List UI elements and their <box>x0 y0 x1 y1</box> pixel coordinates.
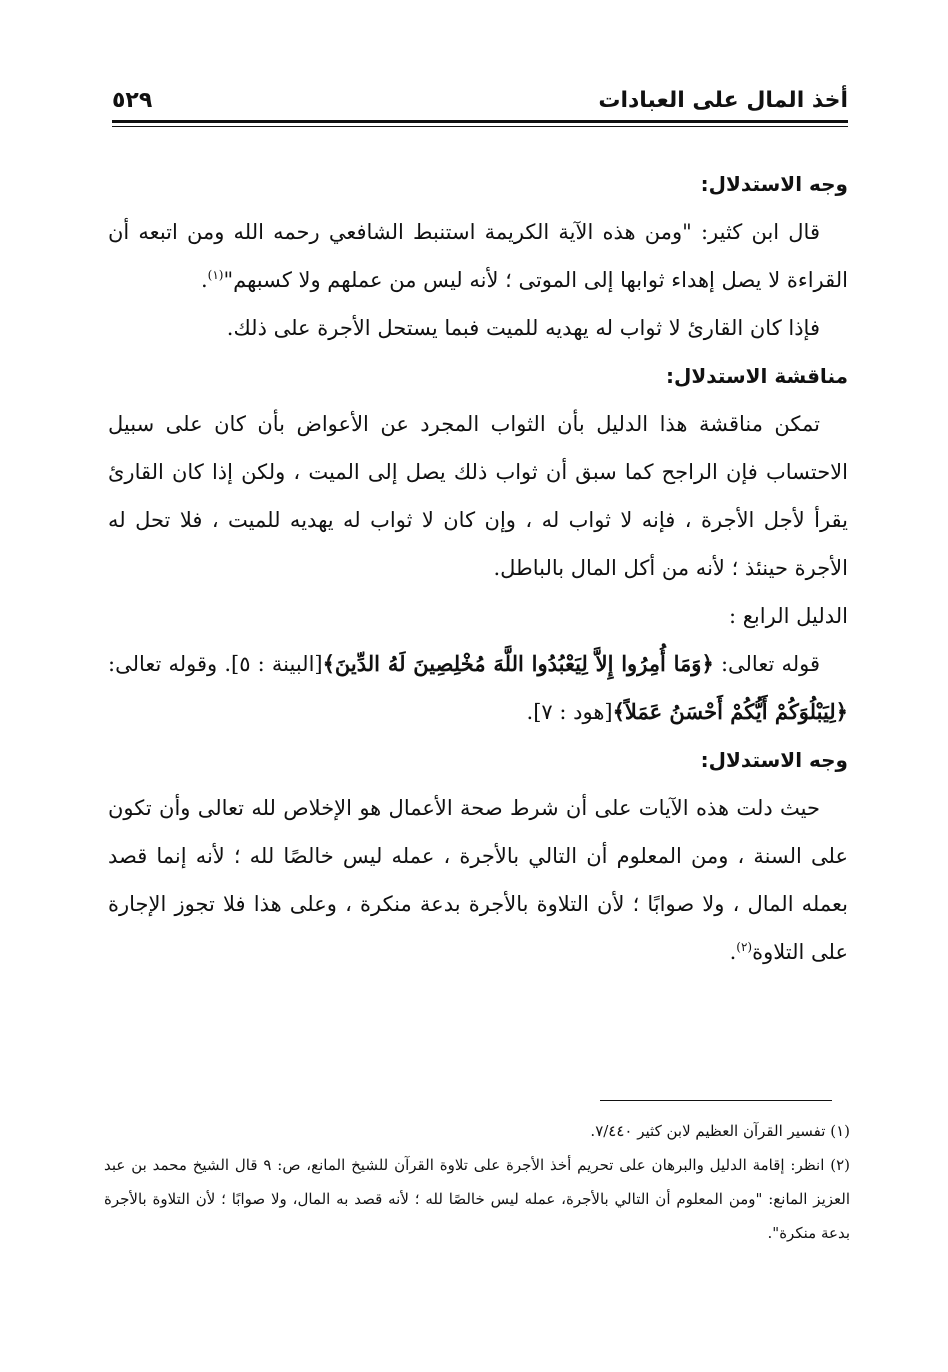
verse-reference-bayyinah: [البينة : ٥]. وقوله تعالى: <box>108 652 323 676</box>
footnote-ref-1[interactable]: (١) <box>207 268 224 282</box>
paragraph-end: . <box>729 940 737 964</box>
paragraph-quran-verses <box>108 640 848 736</box>
section-heading-inference-1: وجه الاستدلال: <box>700 172 848 196</box>
section-heading-discussion: مناقشة الاستدلال: <box>666 364 848 388</box>
paragraph-text: قال ابن كثير: "ومن هذه الآية الكريمة استنبط الشافعي رحمه الله ومن اتبعه أن القراءة لا يصل إهداء ثوابها إلى الموتى ؛ لأنه ليس من عملهم ولا كسبهم" <box>108 220 848 292</box>
footnote-separator <box>600 1100 832 1101</box>
paragraph-text: حيث دلت هذه الآيات على أن شرط صحة الأعمال هو الإخلاص لله تعالى وأن تكون على السنة ، ومن المعلوم أن التالي بالأجرة ، عمله ليس خالصًا لله ؛ لأنه إنما قصد بعمله المال ، ولا صوابًا ؛ لأن التلاوة بالأجرة بدعة منكرة ، وعلى هذا فلا تجوز الإجارة على التلاوة <box>108 796 848 964</box>
page-number: ٥٢٩ <box>112 88 153 113</box>
section-heading-fourth-evidence: الدليل الرابع : <box>729 604 848 628</box>
paragraph-ibn-kathir-quote <box>108 208 848 304</box>
header-rule-thick <box>112 120 848 123</box>
paragraph-discussion: تمكن مناقشة هذا الدليل بأن الثواب المجرد عن الأعواض بأن كان على سبيل الاحتساب فإن الراجح كما سبق أن ثواب ذلك يصل إلى الميت ، ولكن إذا كان القارئ يقرأ لأجل الأجرة ، فإنه لا ثواب له ، وإن كان لا ثواب له يهديه للميت ، فلا تحل له الأجرة حينئذ ؛ لأنه من أكل المال بالباطل. <box>108 412 848 580</box>
quran-verse-bayyinah: ﴿وَمَا أُمِرُوا إِلاَّ لِيَعْبُدُوا اللَّهَ مُخْلِصِينَ لَهُ الدِّينَ﴾ <box>322 651 714 676</box>
running-header <box>112 86 848 122</box>
header-rule-thin <box>112 126 848 127</box>
verse-intro: قوله تعالى: <box>720 652 820 676</box>
footnote-ref-2[interactable]: (٢) <box>736 940 753 954</box>
verse-reference-hud: [هود : ٧]. <box>526 700 613 724</box>
main-text <box>108 160 848 976</box>
running-header-title: أخذ المال على العبادات <box>598 88 848 113</box>
paragraph-end: . <box>200 268 208 292</box>
paragraph-reciter-reward: فإذا كان القارئ لا ثواب له يهديه للميت فبما يستحل الأجرة على ذلك. <box>226 316 820 340</box>
paragraph-sincerity-condition <box>108 784 848 976</box>
section-heading-inference-2: وجه الاستدلال: <box>700 748 848 772</box>
quran-verse-hud: ﴿لِيَبْلُوَكُمْ أَيُّكُمْ أَحْسَنُ عَمَلاً﴾ <box>612 699 848 724</box>
footnote-1: (١) تفسير القرآن العظيم لابن كثير ٧/٤٤٠. <box>590 1122 850 1140</box>
footnote-2: (٢) انظر: إقامة الدليل والبرهان على تحريم أخذ الأجرة على تلاوة القرآن للشيخ المانع، ص: ٩ قال الشيخ محمد بن عبد العزيز المانع: "ومن المعلوم أن التالي بالأجرة، عمله ليس خالصًا لله ؛ لأنه قصد به المال، ولا صوابًا ؛ لأن التلاوة بالأجرة بدعة منكرة". <box>104 1156 850 1242</box>
footnotes <box>104 1114 850 1250</box>
